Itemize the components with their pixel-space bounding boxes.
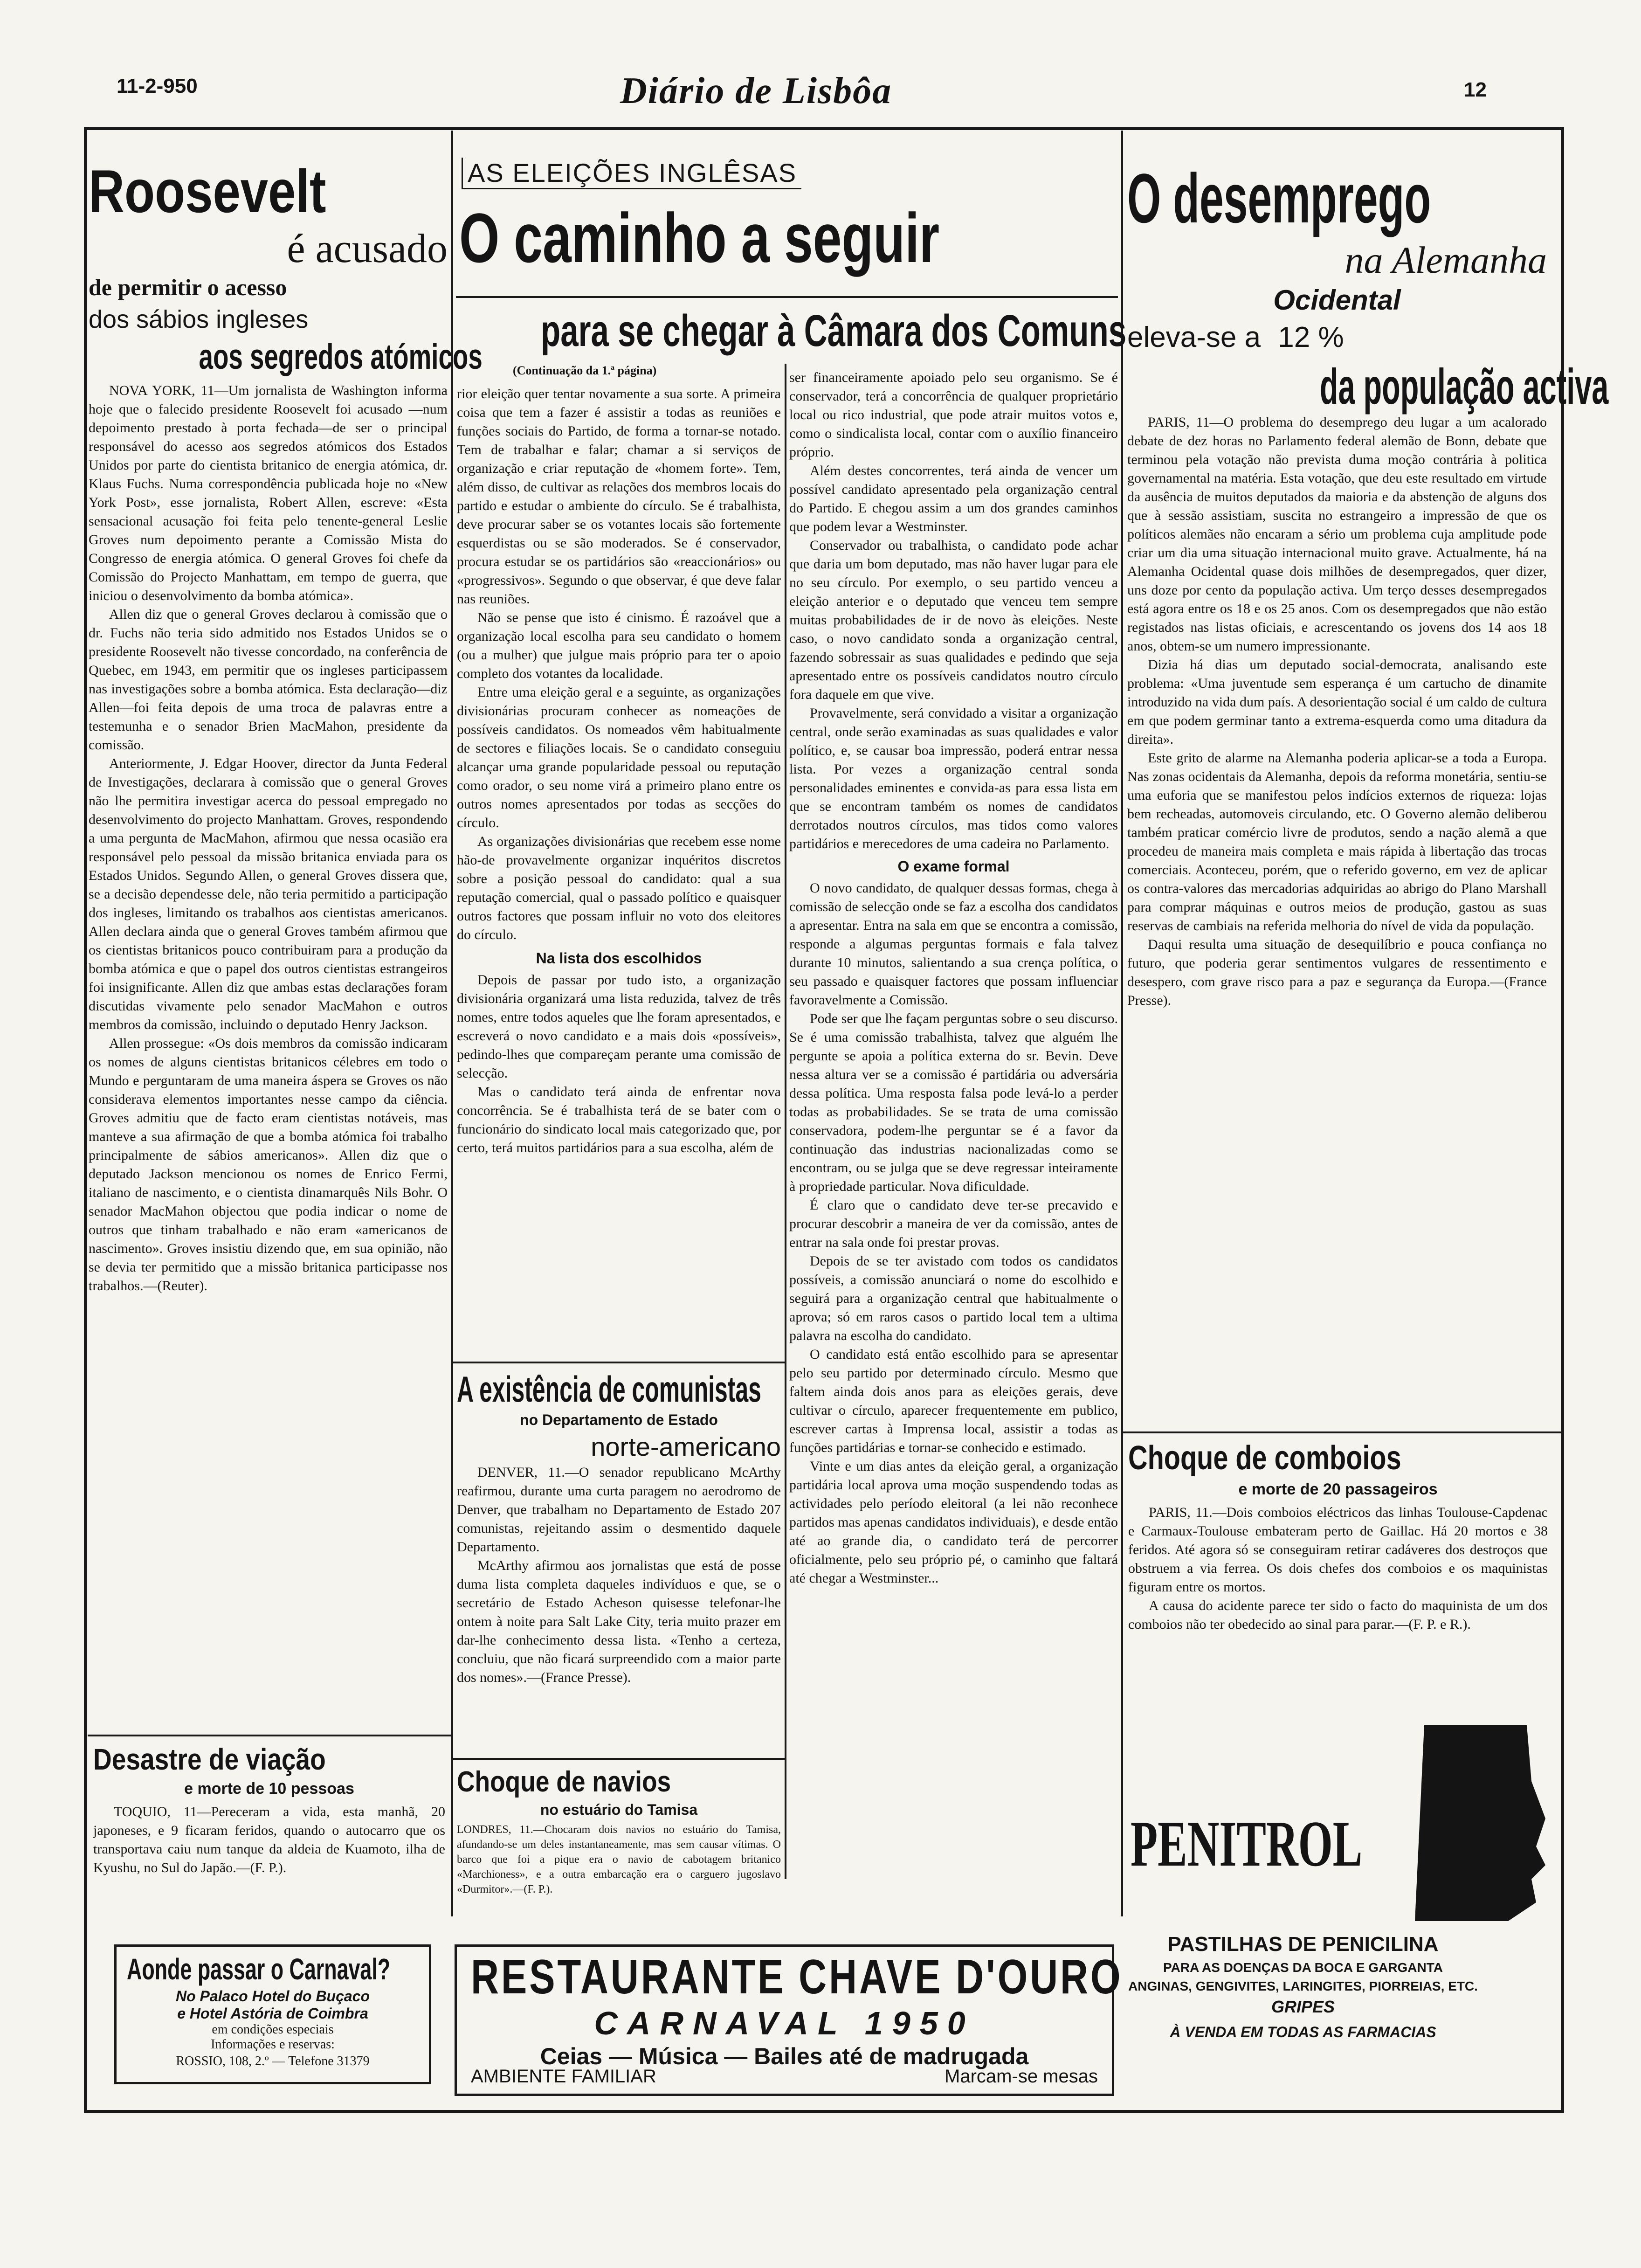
desemprego-p2: Dizia há dias um deputado social-democrata, analisando este problema: «Uma juventude sem esperança é um cartucho de dinamite introduzido na vida dum país. A desorientação social é um caldo de cultura em que podem germinar tanto a extrema-esquerda como uma ditadura da direita». <box>1127 657 1547 747</box>
elections-right-p6: Pode ser que lhe façam perguntas sobre o seu discurso. Se é uma comissão trabalhista, talvez que alguém lhe pergunte se apoia a política externa do sr. Bevin. Deve nessa altura ver se a comissão é partidária ou adversária dessa política. Uma resposta falsa pode levá-lo a perder todas as probabilidades. Se se trata de uma comissão conservadora, podem-lhe perguntar se é a favor da continuação das industrias nacionalizadas como se encontram, ou se julga que se deve regressar inteiramente à propriedade particular. Nova dificuldade. <box>789 1011 1118 1194</box>
elections-left-p1: rior eleição quer tentar novamente a sua sorte. A primeira coisa que tem a fazer é assistir a todas as reuniões e funções sociais do Partido, de forma a tornar-se notado. Tem de trabalhar e falar; chamar a si serviços de organização e criar reputação de «homem forte». Tem, além disso, de cultivar as relações dos membros locais do partido e estudar o ambiente do círculo. Se é trabalhista, deve procurar saber se os votantes locais são fortemente esquerdistas ou se são moderados. Se é conservador, procura estudar se os partidários são «reaccionários» ou «progressivos». Segundo o que observar, é que deve falar nas reuniões. <box>457 386 781 607</box>
comunistas-subhead-2: norte-americano <box>591 1432 781 1461</box>
elections-right-p4: Provavelmente, será convidado a visitar a organização central, onde serão examinadas as suas qualidades e valor político, e, se causar boa impressão, poderá entrar nessa lista. Por vezes a organização central sonda personalidades eminentes e convida-as para essa lista em que se encontram também os nomes de candidatos derrotados noutros círculos, mas tidos como valores partidários e merecedores de uma cadeira no Parlamento. <box>789 705 1118 851</box>
comboios-article <box>1128 1438 1548 1634</box>
comunistas-p1: DENVER, 11.—O senador republicano McArthy reafirmou, durante uma curta paragem no aerodromo de Denver, que trabalham no Departamento de Estado 207 comunistas, rejeitando assim o desmentido daquele Departamento. <box>457 1465 781 1555</box>
rule-above-desastre <box>88 1735 451 1736</box>
elections-right-subhead: O exame formal <box>897 858 1010 875</box>
desemprego-headline-3: Ocidental <box>1273 284 1401 316</box>
roosevelt-paragraph-3: Anteriormente, J. Edgar Hoover, director da Junta Federal de Investigações, declarara à comissão que o general Groves não lhe permitira investigar acerca do pessoal empregado no desenvolvimento do projecto Manhattam. Groves, respondendo a uma pergunta de MacMahon, afirmou que nessa ocasião era responsável pelo pessoal da missão britanica enviada para os Estados Unidos. Segundo Allen, o general Groves dissera que, se a decisão dependesse dele, não teria permitido a participação dos ingleses, limitando os trabalhos aos cientistas americanos. Allen declara ainda que o general Groves também afirmou que os cientistas britanicos pouco contribuiram para a produção da bomba atómica e que o papel dos outros cientistas estrangeiros foi insignificante. Allen diz que ambas estas declarações foram discutidas vivamente pelo senador MacMahon e outros membros da comissão, incluindo o deputado Henry Jackson. <box>89 756 448 1032</box>
roosevelt-paragraph-1: NOVA YORK, 11—Um jornalista de Washington informa hoje que o falecido presidente Roosevelt foi acusado —num depoimento prestado à porta fechada—de ser o principal responsável do acesso aos segredos atómicos dos Estados Unidos por parte do cientista britanico de energia atómica, dr. Klaus Fuchs. Numa correspondência publicada hoje no «New York Post», esse jornalista, Robert Allen, escreve: «Esta sensacional acusação foi feita pelo tenente-general Leslie Groves num depoimento perante a Comissão Mista do Congresso de energia atómica. O general Groves foi chefe da Comissão do Projecto Manhattam, em tempo de guerra, que iniciou o desenvolvimento da bomba atómica». <box>89 383 448 603</box>
column-rule-left <box>451 131 453 1916</box>
carnaval-ad-line4: Informações e reservas: <box>211 2037 335 2052</box>
roosevelt-headline-2: é acusado <box>287 226 448 271</box>
elections-left-column <box>457 385 781 1157</box>
desemprego-headline-4a: eleva-se a <box>1127 321 1261 353</box>
desemprego-p1: PARIS, 11—O problema do desemprego deu lugar a um acalorado debate de dez horas no Parlamento federal alemão de Bonn, debate que terminou pela votação não prevista duma moção contrária à politica governamental na matéria. Esta votação, que deu este resultado em virtude da ausência de muitos deputados da maioria e da abstenção de alguns dos que à sessão assistiam, suscita no estrangeiro a impressão de que os políticos alemães não encaram a sério um problema cuja amplitude pode criar um dia uma situação internacional muito grave. Actualmente, há na Alemanha Ocidental quase dois milhões de desempregados, quer dizer, uns doze por cento da população activa. Um terço desses desempregados está agora entre os 18 e os 25 anos. Com os desempregados que não estão registados nas listas oficiais, e acrescentando os jovens dos 14 aos 18 anos, obtem-se um numero impressionante. <box>1127 415 1547 654</box>
roosevelt-article <box>89 157 483 1295</box>
column-rule-right <box>1121 131 1123 1916</box>
comboios-p1: PARIS, 11.—Dois comboios eléctricos das linhas Toulouse-Capdenac e Carmaux-Toulouse embateram perto de Gaillac. Há 20 mortos e 38 feridos. Até agora só se conseguiram retirar cadáveres dos destroços que obstruem a via ferrea. Os dois chefes dos comboios e os maquinistas figuram entre os mortos. <box>1128 1505 1548 1595</box>
roosevelt-paragraph-2: Allen diz que o general Groves declarou à comissão que o dr. Fuchs não teria sido admitido nos Estados Unidos se o presidente Roosevelt não tivesse concordado, na conferência de Quebec, em 1943, em permitir que os ingleses participassem nas investigações sobre a bomba atómica. Esta declaração—diz Allen—foi feita depois de uma troca de palavras entre a testemunha e o senador Brien MacMahon, presidente da comissão. <box>89 607 448 753</box>
elections-headline: O caminho a seguir <box>459 199 940 277</box>
desemprego-headline-2: na Alemanha <box>1345 239 1547 281</box>
elections-left-subhead: Na lista dos escolhidos <box>536 950 702 967</box>
desemprego-headline: O desemprego <box>1127 159 1431 237</box>
column-rule-middle <box>785 364 786 1879</box>
restaurante-ad-line1: RESTAURANTE CHAVE D'OURO <box>471 1950 1123 2004</box>
carnaval-ad-address: ROSSIO, 108, 2.º — Telefone 31379 <box>176 2054 370 2068</box>
desemprego-p3: Este grito de alarme na Alemanha poderia aplicar-se a toda a Europa. Nas zonas ocidentais da Alemanha, depois da reforma monetária, sentiu-se uma euforia que se manifestou pelos indícios externos de riqueza: lojas bem recheadas, automoveis circulando, etc. O Governo alemão deliberou também praticar comércio livre de produtos, sendo a nação alemã a que procedeu de maneira mais completa e mais rápida à libertação das trocas comerciais. Aconteceu, porém, que o referido governo, em vez de aplicar os contra-valores das mercadorias adquiridas ao abrigo do Plano Marshall para comprar máquinas e outros meios de produção, gastou as suas reservas de cambiais na referida melhoria do nível de vida da população. <box>1127 750 1547 933</box>
navios-subhead: no estuário do Tamisa <box>540 1801 698 1818</box>
elections-left-p5: Depois de passar por tudo isto, a organização divisionária organizará uma lista reduzida, talvez de três nomes, entre todos aqueles que lhe foram apresentados, e escreverá o novo candidato e a mais dois «possíveis», pedindo-lhes que compareçam perante uma comissão de selecção. <box>457 972 781 1081</box>
elections-left-p2: Não se pense que isto é cinismo. É razoável que a organização local escolha para seu candidato o homem (ou a mulher) que julgue mais próprio para ter o apoio completo dos votantes da localidade. <box>457 610 781 681</box>
carnaval-ad-line3: em condições especiais <box>212 2022 334 2037</box>
elections-right-p8: Depois de se ter avistado com todos os candidatos possíveis, a comissão anunciará o nome do escolhido e seguirá para a organização central que habitualmente o aprova; só em raros casos o partido local tem a ultima palavra na escolha do candidato. <box>789 1253 1118 1343</box>
comboios-headline: Choque de comboios <box>1128 1439 1401 1477</box>
elections-right-p2: Além destes concorrentes, terá ainda de vencer um possível candidato apresentado pela organização central do Partido. E chegou assim a um dos grandes caminhos que podem levar a Westminster. <box>789 463 1118 534</box>
desemprego-article <box>1127 159 1609 1010</box>
elections-right-p5: O novo candidato, de qualquer dessas formas, chega à comissão de selecção onde se faz a escolha dos candidatos a apresentar. Entra na sala em que se encontra a comissão, responde a algumas perguntas formais e fala talvez durante 10 minutos, salientando a sua crença política, o seu passado e quaisquer factores que possam influenciar favoravelmente a Comissão. <box>789 880 1118 1008</box>
desastre-article <box>93 1742 445 1877</box>
rule-above-navios <box>452 1758 786 1760</box>
restaurante-ad-line3: Ceias — Música — Bailes até de madrugada <box>540 2043 1029 2069</box>
elections-right-p1: ser financeiramente apoiado pelo seu organismo. Se é conservador, terá a concorrência de qualquer proprietário local ou rico industrial, que pode atrair muitos votos e, como o sindicalista local, contar com o auxílio financeiro próprio. <box>789 370 1118 460</box>
penitrol-line4: GRIPES <box>1271 1997 1335 2016</box>
comunistas-p2: McArthy afirmou aos jornalistas que está de posse duma lista completa daqueles indivíduos e que, se o secretário de Estado Acheson quisesse telefonar-lhe ontem à noite para Salt Lake City, teria muito prazer em dar-lhe conhecimento dessa lista. «Tenho a certeza, concluiu, que não ficará surpreendido com a maior parte dos nomes».—(France Presse). <box>457 1558 781 1685</box>
penitrol-line3: ANGINAS, GENGIVITES, LARINGITES, PIORREIAS, ETC. <box>1128 1979 1478 1993</box>
desemprego-headline-5: da população activa <box>1319 358 1609 415</box>
elections-right-p10: Vinte e um dias antes da eleição geral, a organização partidária local aprova uma moção suspendendo todas as actividades pelo período eleitoral (a lei não reconhece partidos mas apenas candidatos individuais), e desde então até ao grande dia, o candidato terá de percorrer oficialmente, pelo seu próprio pé, o caminho que faltará até chegar a Westminster... <box>789 1459 1118 1586</box>
newspaper-title: Diário de Lisbôa <box>620 70 892 111</box>
comboios-subhead: e morte de 20 passageiros <box>1238 1480 1438 1498</box>
rule-above-comunistas <box>452 1362 786 1363</box>
carnaval-ad-line1: No Palaco Hotel do Buçaco <box>175 1988 370 2005</box>
penitrol-line2: PARA AS DOENÇAS DA BOCA E GARGANTA <box>1163 1960 1443 1975</box>
navios-headline: Choque de navios <box>457 1766 671 1798</box>
desemprego-p4: Daqui resulta uma situação de desequilíbrio e pouca confiança no futuro, que poderia gerar sentimentos vulgares de ressentimento e desespero, com grave risco para a paz e segurança da Europa.—(France Presse). <box>1127 937 1547 1008</box>
roosevelt-headline-4: dos sábios ingleses <box>89 305 309 333</box>
issue-date: 11-2-950 <box>117 75 198 97</box>
elections-right-p7: É claro que o candidato deve ter-se precavido e procurar descobrir a maneira de ver da comissão, antes de entrar na sala onde foi prestar provas. <box>789 1197 1118 1250</box>
penitrol-ad <box>1126 1725 1555 2098</box>
roosevelt-headline: Roosevelt <box>89 157 326 225</box>
roosevelt-paragraph-4: Allen prossegue: «Os dois membros da comissão indicaram os nomes de alguns cientistas britanicos célebres em todo o Mundo e perguntaram de uma maneira áspera se Groves os não considerava elementos importantes nesse campo da ciência. Groves admitiu que de facto eram cientistas notáveis, mas manteve a sua afirmação de que a bomba atómica foi trabalho principalmente de sábios americanos». Allen diz que o deputado Jackson mencionou os nomes de Enrico Fermi, italiano de nascimento, e o cientista dinamarquês Nils Bohr. O senador MacMahon objectou que podia indicar o nome de outros que tinham trabalhado e não eram «americanos de nascimento». Groves insistiu dizendo que, em sua opinião, não se devia ter permitido que a missão britanica participasse nos trabalhos.—(Reuter). <box>89 1036 448 1293</box>
comunistas-article <box>457 1369 781 1687</box>
elections-right-p9: O candidato está então escolhido para se apresentar pelo seu partido por determinado círculo. Mesmo que faltem ainda dois anos para as eleições gerais, deve cultivar o círculo, aparecer frequentemente em publico, escrever cartas à Imprensa local, assistir a todas as funções partidárias e tornar-se conhecido e estimado. <box>789 1347 1118 1455</box>
roosevelt-headline-3: de permitir o acesso <box>89 274 287 300</box>
elections-left-p6: Mas o candidato terá ainda de enfrentar nova concorrência. Se é trabalhista terá de se bater com o funcionário do sindicato local mais categorizado que, por certo, terá muitos partidários para a sua escolha, além de <box>457 1084 781 1155</box>
elections-right-p3: Conservador ou trabalhista, o candidato pode achar que daria um bom deputado, mas não haver lugar para ele no seu círculo. Por exemplo, o seu partido venceu a eleição anterior e o deputado que venceu tem sempre muitas probabilidades de ir de novo às eleições. Neste caso, o novo candidato sonda a organização central, fazendo sobressair as suas qualidades e pedindo que seja apresentado entre os possíveis candidatos noutro círculo fora daquele em que vive. <box>789 538 1118 702</box>
carnaval-ad <box>114 1944 431 2084</box>
roosevelt-headline-5: aos segredos atómicos <box>199 337 483 377</box>
restaurante-ad-right: Marcam-se mesas <box>945 2066 1098 2087</box>
elections-left-p4: As organizações divisionárias que recebem esse nome hão-de provavelmente organizar inquéritos discretos sobre a posição pessoal do candidato: qual a sua reputação comercial, qual o passado político e quaisquer outros factores que possam influir no voto dos eleitores do círculo. <box>457 834 781 942</box>
elections-subhead: para se chegar à Câmara dos Comuns <box>541 306 1127 356</box>
restaurante-ad-line2: CARNAVAL 1950 <box>594 2005 975 2041</box>
desastre-subhead: e morte de 10 pessoas <box>184 1780 354 1798</box>
elections-continuation: (Continuação da 1.ª página) <box>513 364 657 377</box>
navios-article <box>457 1765 781 1897</box>
elections-right-column <box>789 368 1118 1588</box>
rule-above-comboios <box>1121 1431 1562 1433</box>
carnaval-ad-line2: e Hotel Astória de Coimbra <box>177 2005 368 2022</box>
restaurante-ad-left: AMBIENTE FAMILIAR <box>471 2066 656 2087</box>
comboios-p2: A causa do acidente parece ter sido o facto do maquinista de um dos comboios não ter obedecido ao sinal para parar.—(F. P. e R.). <box>1128 1598 1548 1632</box>
penitrol-line1: PASTILHAS DE PENICILINA <box>1167 1933 1439 1956</box>
desastre-text: TOQUIO, 11—Pereceram a vida, esta manhã, 20 japoneses, e 9 ficaram feridos, quando o autocarro que os transportava caiu num tanque da aldeia de Kuamoto, ilha de Kyushu, no Sul do Japão.—(F. P.). <box>93 1804 445 1875</box>
restaurante-ad <box>455 1944 1123 2096</box>
carnaval-ad-headline: Aonde passar o Carnaval? <box>127 1952 391 1986</box>
elections-kicker: AS ELEIÇÕES INGLÊSAS <box>462 158 801 189</box>
penitrol-brand: PENITROL <box>1131 1808 1363 1880</box>
page-number: 12 <box>1464 78 1487 101</box>
penitrol-line5: À VENDA EM TODAS AS FARMACIAS <box>1170 2024 1436 2040</box>
navios-text: LONDRES, 11.—Chocaram dois navios no estuário do Tamisa, afundando-se um deles instantaneamente, mas sem causar vítimas. O barco que foi a pique era o navio de cabotagem britanico «Marchioness», e a outra embarcação era o carguero jugoslavo «Durmitor».—(F. P.). <box>457 1824 781 1895</box>
desastre-headline: Desastre de viação <box>93 1742 326 1776</box>
comunistas-headline: A existência de comunistas <box>457 1369 761 1410</box>
desemprego-headline-4b: 12 % <box>1278 321 1344 353</box>
comunistas-subhead: no Departamento de Estado <box>520 1411 718 1428</box>
elections-left-p3: Entre uma eleição geral e a seguinte, as organizações divisionárias procuram conhecer as nomeações de possíveis candidatos. Os nomeados vêm habitualmente de sectores e filiações locais. Se o candidato conseguiu alcançar uma grande popularidade pessoal ou reputação como orador, o seu nome virá a primeiro plano entre os outros nomes apresentados por todas as secções do círculo. <box>457 685 781 830</box>
elections-headline-rule <box>456 296 1118 298</box>
